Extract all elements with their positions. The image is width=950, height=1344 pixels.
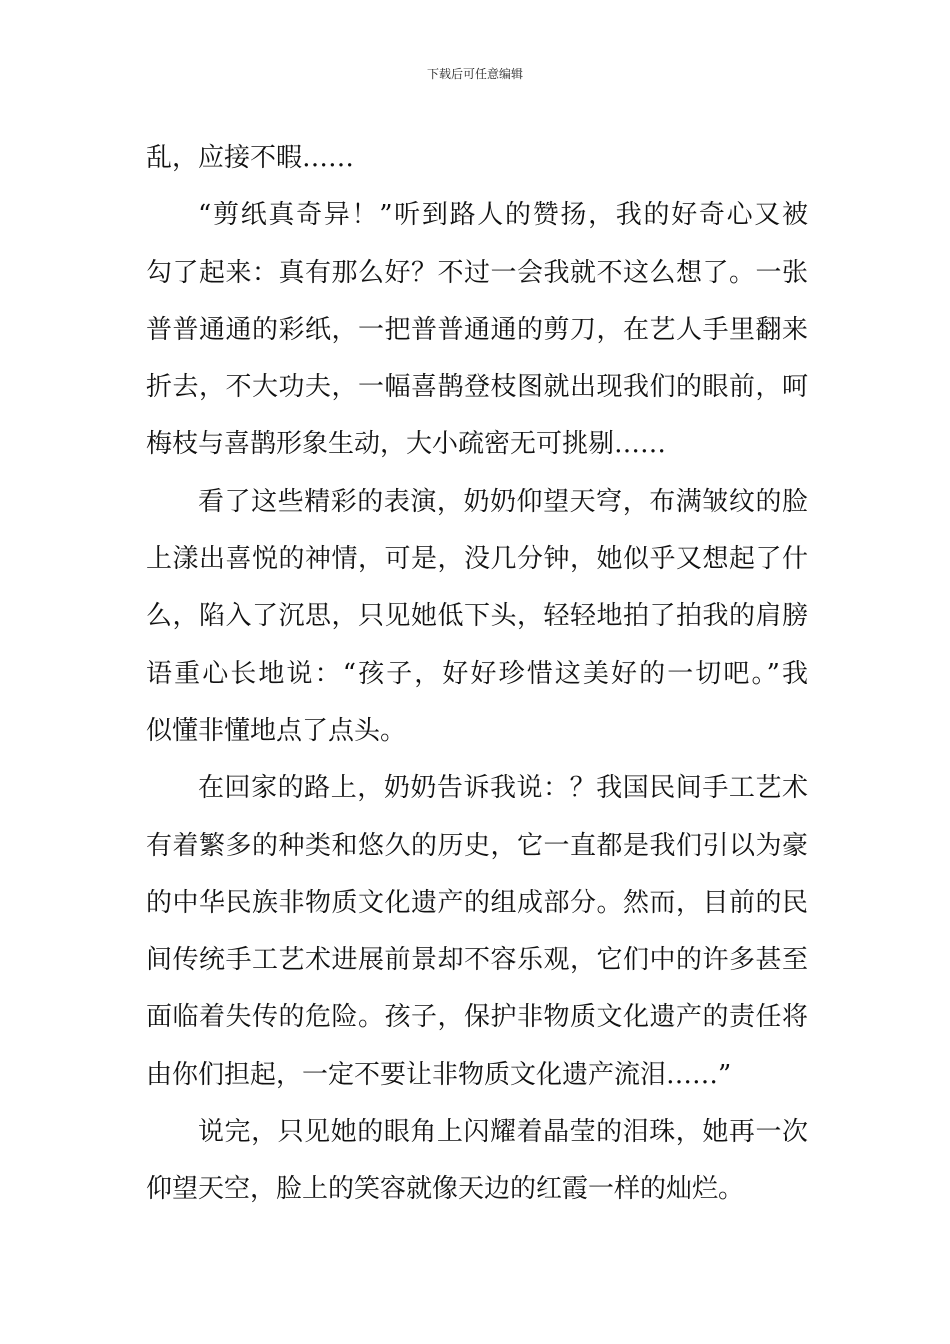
page-header: 下载后可任意编辑 [426,67,523,81]
text-line: 间传统手工艺术进展前景却不容乐观，它们中的许多甚至 [146,945,808,976]
text-line: 乱，应接不暇…… [146,143,355,173]
text-line: 看了这些精彩的表演，奶奶仰望天穹，布满皱纹的脸 [198,486,808,517]
text-line: 么，陷入了沉思，只见她低下头，轻轻地拍了拍我的肩膀 [146,601,808,632]
text-line: 在回家的路上，奶奶告诉我说：？我国民间手工艺术 [198,773,808,804]
text-line: 折去，不大功夫，一幅喜鹊登枝图就出现我们的眼前，呵 [146,372,808,403]
text-line: 仰望天空，脸上的笑容就像天边的红霞一样的灿烂。 [146,1174,745,1205]
text-line: 普普通通的彩纸，一把普普通通的剪刀，在艺人手里翻来 [146,314,808,345]
text-line: 似懂非懂地点了点头。 [146,715,407,746]
body-text [146,130,808,1219]
text-line: 由你们担起，一定不要让非物质文化遗产流泪……” [146,1059,732,1090]
text-line: 有着繁多的种类和悠久的历史，它一直都是我们引以为豪 [146,830,808,861]
text-line: 面临着失传的危险。孩子，保护非物质文化遗产的责任将 [146,1002,808,1033]
text-line: 上漾出喜悦的神情，可是，没几分钟，她似乎又想起了什 [146,544,808,575]
text-line: “剪纸真奇异！”听到路人的赞扬，我的好奇心又被 [198,200,808,231]
text-line: 的中华民族非物质文化遗产的组成部分。然而，目前的民 [146,887,808,918]
text-line: 语重心长地说：“孩子，好好珍惜这美好的一切吧。”我 [146,658,808,689]
text-line: 梅枝与喜鹊形象生动，大小疏密无可挑剔…… [146,429,667,460]
text-line: 说完，只见她的眼角上闪耀着晶莹的泪珠，她再一次 [198,1117,808,1148]
text-line: 勾了起来：真有那么好？不过一会我就不这么想了。一张 [146,257,808,288]
